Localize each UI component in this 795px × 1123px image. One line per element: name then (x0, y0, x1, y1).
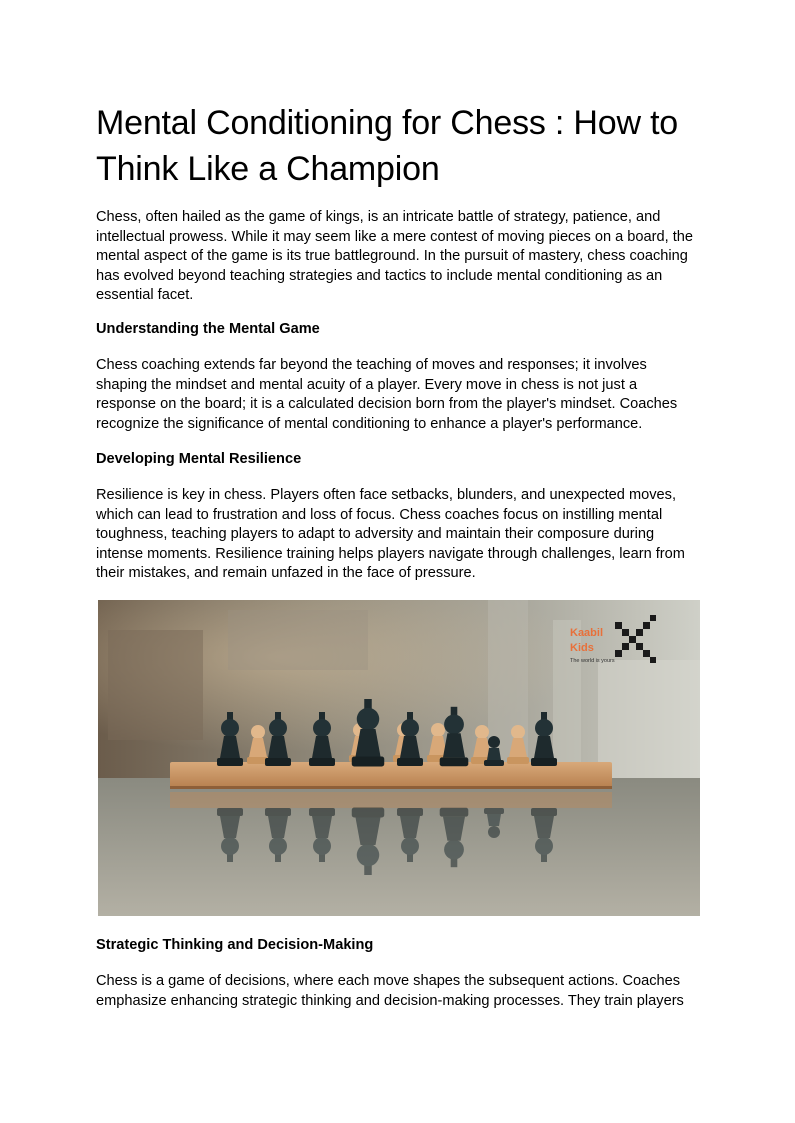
section-body-strategic-thinking: Chess is a game of decisions, where each move shapes the subsequent actions. Coaches emphasize enhancing strategic thinking and decision-making processes. They train players (96, 973, 684, 1009)
section-body-resilience: Resilience is key in chess. Players often face setbacks, blunders, and unexpected moves, which can lead to frustration and loss of focus. Chess coaches focus on instilling mental toughness, teaching players to adapt to adversity and maintain their composure during intense moments. Resilience training helps players navigate through challenges, learn from their mistakes, and remain unfazed in the face of pressure. (96, 487, 685, 582)
section-heading-mental-game: Understanding the Mental Game (96, 321, 320, 337)
logo-line2: Kids (570, 642, 594, 654)
section-body-mental-game: Chess coaching extends far beyond the teaching of moves and responses; it involves shaping the mindset and mental acuity of a player. Every move in chess is not just a response on the board; it is a calculated decision born from the player's mindset. Coaches recognize the significance of mental conditioning to enhance a player's performance. (96, 357, 678, 432)
section-heading-strategic-thinking: Strategic Thinking and Decision-Making (96, 937, 374, 953)
intro-paragraph: Chess, often hailed as the game of kings, is an intricate battle of strategy, patience, and intellectual prowess. While it may seem like a mere contest of moving pieces on a board, the mental aspect of the game is its true battleground. In the pursuit of mastery, chess coaching has evolved beyond teaching strategies and tactics to include mental conditioning as an essential facet. (96, 209, 694, 304)
document-title: Mental Conditioning for Chess : How to Think Like a Champion (96, 104, 679, 188)
chess-board-photo (98, 600, 700, 916)
logo-line1: Kaabil (570, 627, 604, 639)
section-heading-resilience: Developing Mental Resilience (96, 451, 302, 467)
logo-tagline: The world is yours (570, 658, 615, 664)
